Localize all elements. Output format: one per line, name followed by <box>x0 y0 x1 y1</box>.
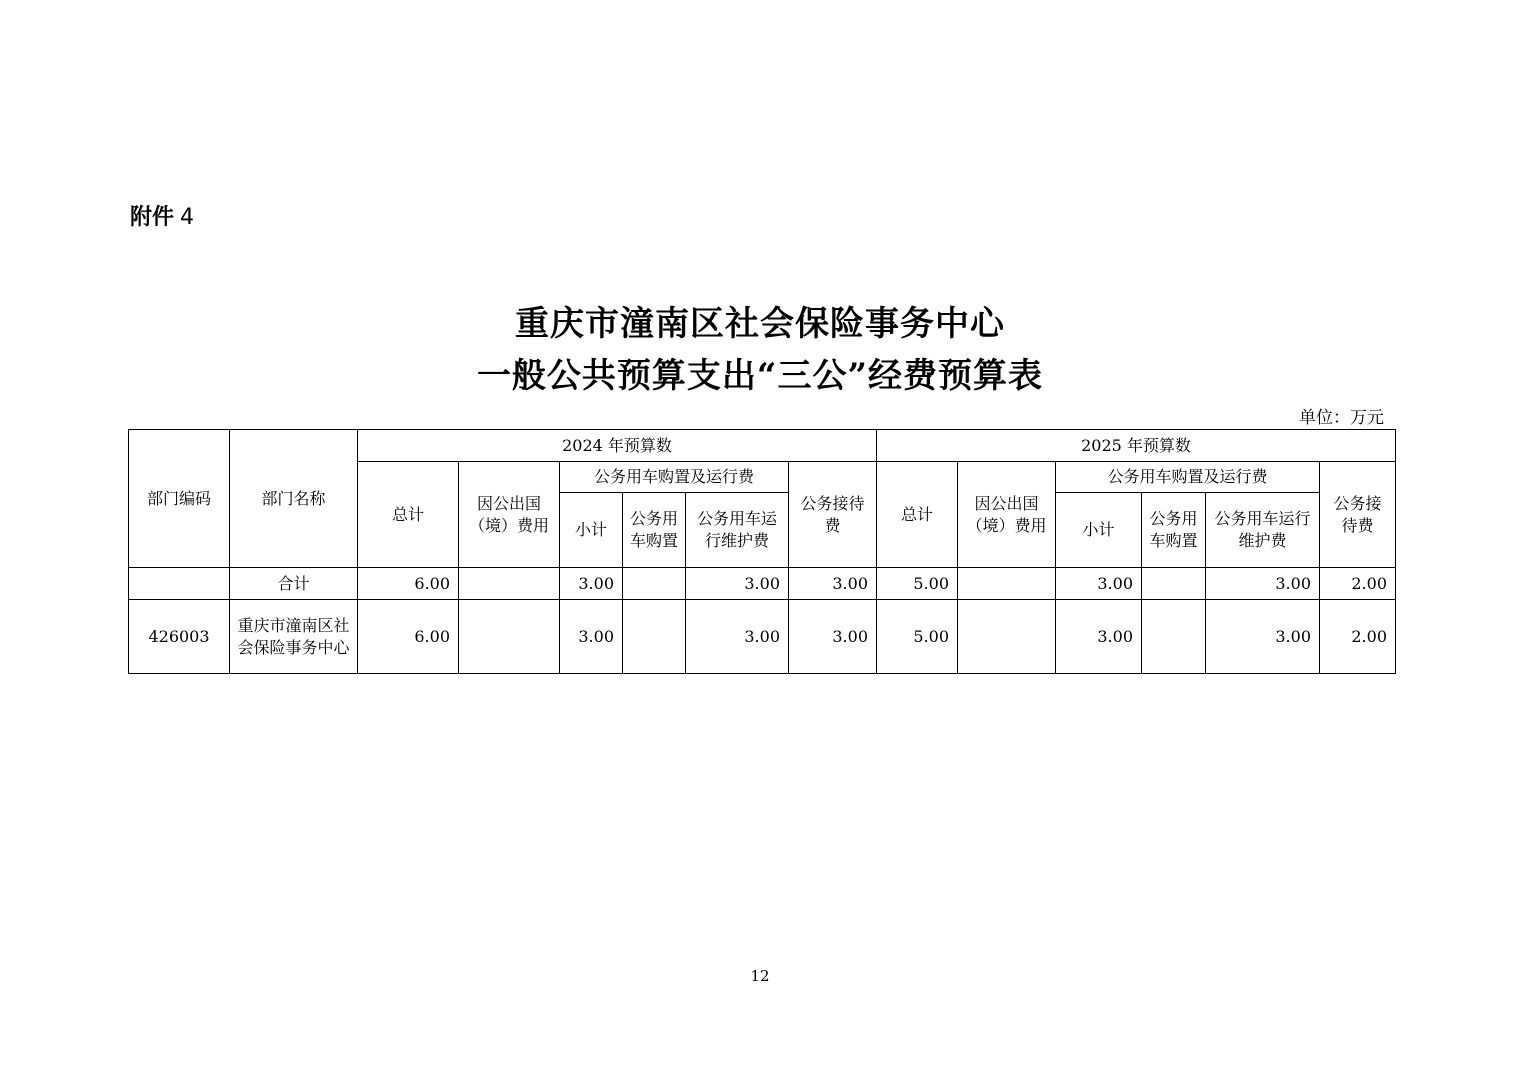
cell-abroad-2025 <box>958 600 1056 674</box>
cell-abroad-2024 <box>459 568 560 600</box>
header-dept-name: 部门名称 <box>230 430 358 568</box>
header-vehicle-group-2024: 公务用车购置及运行费 <box>560 462 789 493</box>
header-abroad-2024: 因公出国（境）费用 <box>459 462 560 568</box>
budget-table <box>128 429 1396 674</box>
cell-subtotal-2024: 3.00 <box>560 568 623 600</box>
header-vehicle-run-2024: 公务用车运行维护费 <box>686 493 789 568</box>
cell-abroad-2024 <box>459 600 560 674</box>
cell-vehicle-purchase-2025 <box>1142 600 1206 674</box>
cell-dept-code: 426003 <box>129 600 230 674</box>
header-vehicle-group-2025: 公务用车购置及运行费 <box>1056 462 1320 493</box>
header-year-2024: 2024 年预算数 <box>358 430 877 462</box>
cell-total-2024: 6.00 <box>358 600 459 674</box>
cell-reception-2025: 2.00 <box>1320 600 1396 674</box>
cell-reception-2024: 3.00 <box>789 600 877 674</box>
document-title-line2: 一般公共预算支出“三公”经费预算表 <box>476 356 1044 396</box>
cell-reception-2025: 2.00 <box>1320 568 1396 600</box>
cell-abroad-2025 <box>958 568 1056 600</box>
document-title-line1: 重庆市潼南区社会保险事务中心 <box>515 304 1005 344</box>
cell-subtotal-2025: 3.00 <box>1056 568 1142 600</box>
cell-dept-name: 重庆市潼南区社会保险事务中心 <box>230 600 358 674</box>
header-abroad-2025: 因公出国（境）费用 <box>958 462 1056 568</box>
page-number: 12 <box>750 967 770 985</box>
cell-vehicle-purchase-2024 <box>623 600 686 674</box>
table-row <box>129 568 1396 600</box>
header-vehicle-purchase-2024: 公务用车购置 <box>623 493 686 568</box>
cell-vehicle-purchase-2024 <box>623 568 686 600</box>
cell-vehicle-purchase-2025 <box>1142 568 1206 600</box>
header-total-2025: 总计 <box>877 462 958 568</box>
header-subtotal-2025: 小计 <box>1056 493 1142 568</box>
cell-dept-code <box>129 568 230 600</box>
cell-reception-2024: 3.00 <box>789 568 877 600</box>
unit-label: 单位：万元 <box>1299 408 1384 428</box>
cell-vehicle-run-2025: 3.00 <box>1206 600 1320 674</box>
cell-dept-name: 合计 <box>230 568 358 600</box>
attachment-label <box>130 200 194 231</box>
header-total-2024: 总计 <box>358 462 459 568</box>
cell-subtotal-2024: 3.00 <box>560 600 623 674</box>
header-year-2025: 2025 年预算数 <box>877 430 1396 462</box>
header-row-years <box>129 430 1396 462</box>
header-reception-2024: 公务接待费 <box>789 462 877 568</box>
header-subtotal-2024: 小计 <box>560 493 623 568</box>
cell-subtotal-2025: 3.00 <box>1056 600 1142 674</box>
attachment-text: 附件 <box>130 205 175 230</box>
header-dept-code: 部门编码 <box>129 430 230 568</box>
header-vehicle-purchase-2025: 公务用车购置 <box>1142 493 1206 568</box>
header-vehicle-run-2025: 公务用车运行维护费 <box>1206 493 1320 568</box>
cell-vehicle-run-2024: 3.00 <box>686 568 789 600</box>
cell-total-2025: 5.00 <box>877 600 958 674</box>
cell-total-2025: 5.00 <box>877 568 958 600</box>
cell-vehicle-run-2025: 3.00 <box>1206 568 1320 600</box>
cell-total-2024: 6.00 <box>358 568 459 600</box>
table-row <box>129 600 1396 674</box>
cell-vehicle-run-2024: 3.00 <box>686 600 789 674</box>
attachment-number: 4 <box>180 205 195 230</box>
header-reception-2025: 公务接待费 <box>1320 462 1396 568</box>
